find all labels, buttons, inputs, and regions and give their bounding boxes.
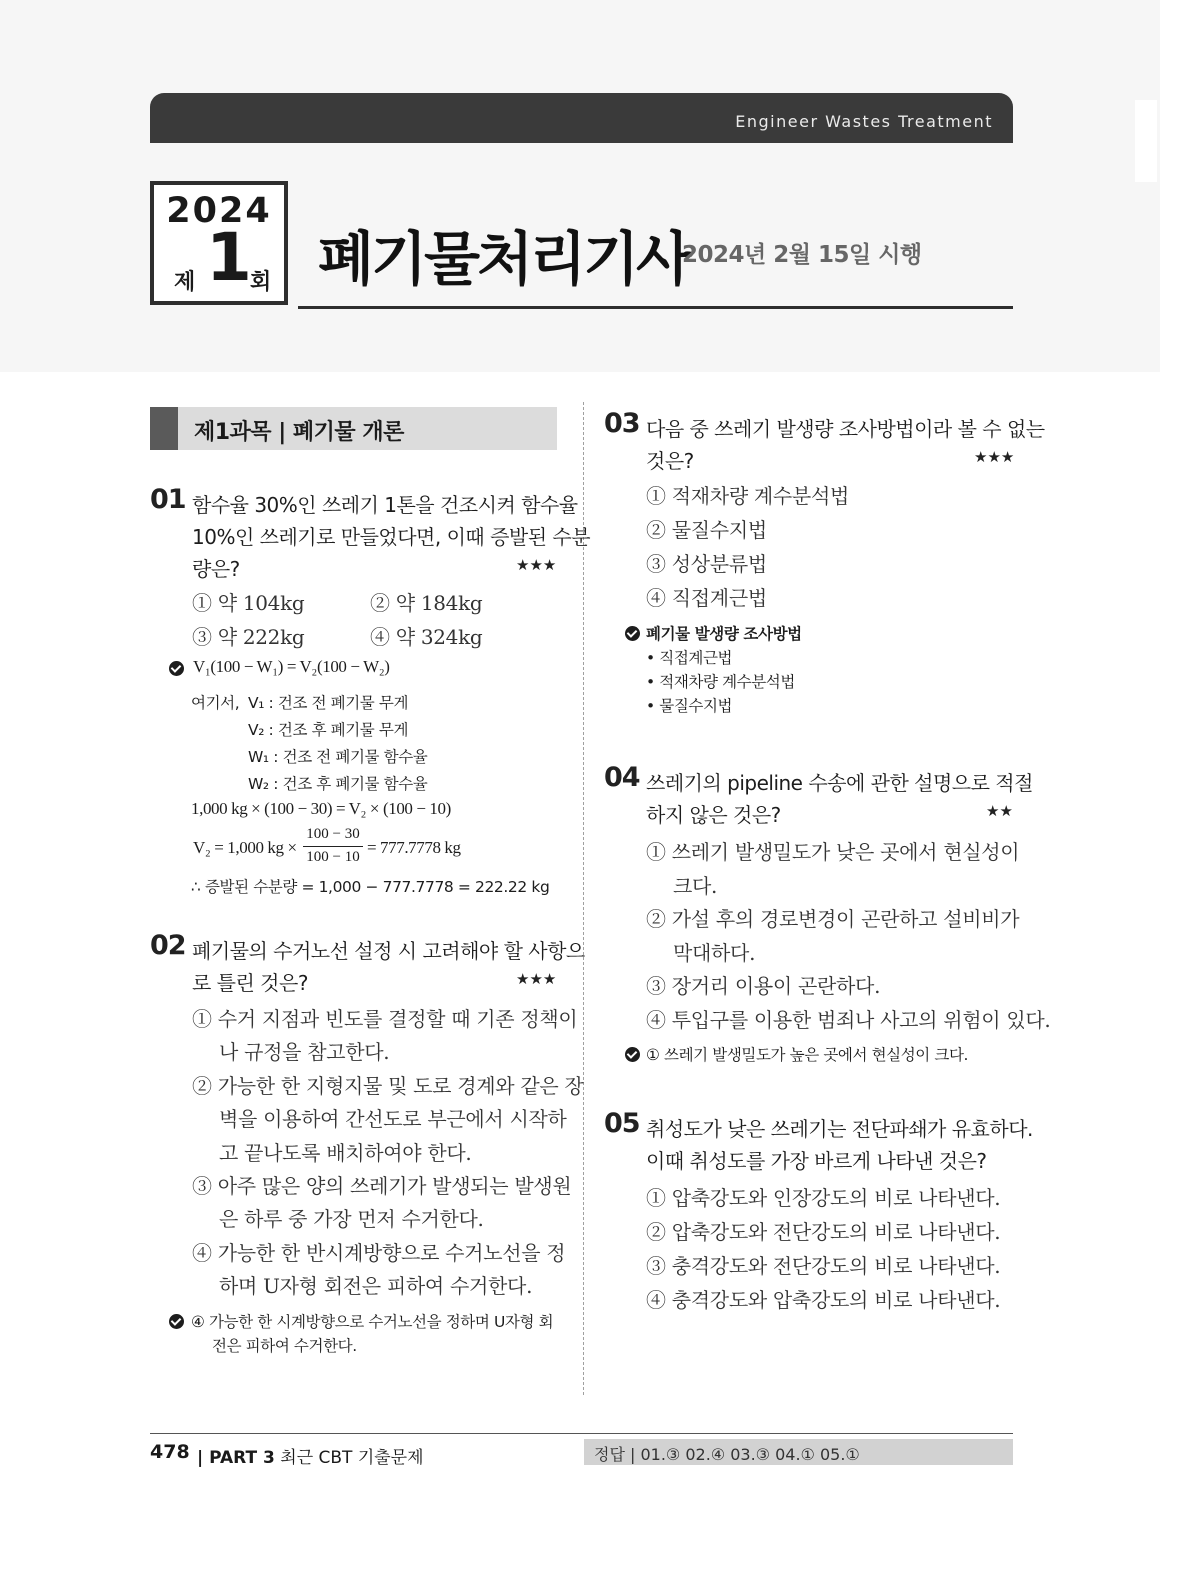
page-number: 478 [150,1441,190,1463]
answer-option[interactable]: ④ 투입구를 이용한 범죄나 사고의 위험이 있다. [646,1008,1051,1032]
section-heading [150,407,557,450]
question-text: 다음 중 쓰레기 발생량 조사방법이라 볼 수 없는 [646,417,1045,441]
solution-calculation: 1,000 kg × (100 − 30) = V₂ × (100 − 10) [191,799,451,818]
footer-rule [150,1433,1013,1434]
question-number: 05 [604,1108,640,1139]
question-text: 이때 취성도를 가장 바르게 나타낸 것은? [646,1149,987,1173]
answer-option[interactable]: ③ 성상분류법 [646,552,767,576]
difficulty-stars: ★★★ [974,448,1015,466]
answer-option-continued: 막대하다. [673,941,756,965]
fraction-bar [303,846,363,847]
answer-option[interactable]: ④ 직접계근법 [646,586,767,610]
exam-round: 1 [206,219,252,296]
check-icon [625,626,640,641]
fraction-denominator: 100 − 10 [306,849,360,865]
answer-option-continued: 크다. [673,874,718,898]
solution-definition: V₁ : 건조 전 폐기물 무게 [248,694,409,712]
exam-title: 폐기물처리기사 [318,225,690,293]
footer-part-title: 최근 CBT 기출문제 [280,1448,424,1468]
question-text: 함수율 30%인 쓰레기 1톤을 건조시켜 함수율 [192,493,578,517]
check-icon [169,1314,184,1329]
answer-option[interactable]: ① 수거 지점과 빈도를 결정할 때 기존 정책이 [192,1007,578,1031]
difficulty-stars: ★★ [986,802,1013,820]
difficulty-stars: ★★★ [516,970,557,988]
answer-option[interactable]: ② 가능한 한 지형지물 및 도로 경계와 같은 장 [192,1074,584,1098]
fraction-numerator: 100 − 30 [306,826,360,842]
answer-key-text: 정답 | 01.③ 02.④ 03.③ 04.① 05.① [594,1445,860,1464]
solution-where: 여기서, [191,694,240,712]
exam-je: 제 [174,270,196,295]
answer-option[interactable]: ③ 약 222kg [192,625,305,649]
answer-option[interactable]: ③ 충격강도와 전단강도의 비로 나타낸다. [646,1254,1001,1278]
title-rule [298,306,1013,309]
solution-definition: W₁ : 건조 전 폐기물 함수율 [248,748,428,766]
solution-result: ∴ 증발된 수분량 = 1,000 − 777.7778 = 222.22 kg [191,878,550,896]
footer-part-label: | PART 3 [197,1448,275,1468]
answer-option[interactable]: ④ 약 324kg [370,625,483,649]
answer-option-continued: 나 규정을 참고한다. [219,1040,390,1064]
edge-tab [1135,100,1157,182]
header-subtitle: Engineer Wastes Treatment [735,112,993,131]
difficulty-stars: ★★★ [516,556,557,574]
answer-key [584,1439,1013,1465]
answer-option[interactable]: ① 적재차량 계수분석법 [646,484,849,508]
answer-option-continued: 은 하루 중 가장 먼저 수거한다. [219,1207,484,1231]
answer-option[interactable]: ② 약 184kg [370,591,483,615]
solution-formula: V₁(100 − W₁) = V₂(100 − W₂) [193,657,390,676]
check-icon [625,1047,640,1062]
question-number: 02 [150,930,186,961]
answer-option[interactable]: ③ 장거리 이용이 곤란하다. [646,974,881,998]
question-number: 03 [604,408,640,439]
solution-definition: V₂ : 건조 후 폐기물 무게 [248,721,409,739]
check-icon [169,661,184,676]
answer-option[interactable]: ① 쓰레기 발생밀도가 낮은 곳에서 현실성이 [646,840,1020,864]
solution-text: 전은 피하여 수거한다. [212,1337,357,1355]
question-text: 취성도가 낮은 쓰레기는 전단파쇄가 유효하다. [646,1117,1033,1141]
answer-option[interactable]: ④ 충격강도와 압축강도의 비로 나타낸다. [646,1288,1001,1312]
answer-option[interactable]: ② 압축강도와 전단강도의 비로 나타낸다. [646,1220,1001,1244]
answer-option[interactable]: ② 가설 후의 경로변경이 곤란하고 설비비가 [646,907,1020,931]
exam-badge [150,181,288,305]
solution-item: • 직접계근법 [646,649,733,667]
question-text: 10%인 쓰레기로 만들었다면, 이때 증발된 수분 [192,525,591,549]
solution-title: 폐기물 발생량 조사방법 [646,625,802,643]
question-text: 것은? [646,449,694,473]
question-text: 폐기물의 수거노선 설정 시 고려해야 할 사항으 [192,939,585,963]
solution-definition: W₂ : 건조 후 폐기물 함수율 [248,775,428,793]
answer-option[interactable]: ① 압축강도와 인장강도의 비로 나타낸다. [646,1186,1001,1210]
question-number: 01 [150,484,186,515]
exam-date: 2024년 2월 15일 시행 [682,242,922,268]
question-text: 량은? [192,557,240,581]
header-bar [150,93,1013,143]
exam-hoe: 회 [250,270,272,295]
footer-part [197,1443,424,1468]
question-text: 쓰레기의 pipeline 수송에 관한 설명으로 적절 [646,771,1033,795]
answer-option[interactable]: ④ 가능한 한 반시계방향으로 수거노선을 정 [192,1241,566,1265]
answer-option-continued: 하며 U자형 회전은 피하여 수거한다. [219,1274,533,1298]
question-number: 04 [604,762,640,793]
solution-text: ④ 가능한 한 시계방향으로 수거노선을 정하며 U자형 회 [191,1313,554,1331]
column-divider [583,402,584,1395]
answer-option[interactable]: ① 약 104kg [192,591,305,615]
answer-option[interactable]: ③ 아주 많은 양의 쓰레기가 발생되는 발생원 [192,1174,572,1198]
answer-option[interactable]: ② 물질수지법 [646,518,767,542]
solution-item: • 적재차량 계수분석법 [646,673,795,691]
solution-calculation: = 777.7778 kg [367,838,461,857]
question-text: 하지 않은 것은? [646,803,781,827]
answer-option-continued: 벽을 이용하여 간선도로 부근에서 시작하 [219,1107,567,1131]
solution-calculation: V₂ = 1,000 kg × [193,838,297,857]
solution-text: ① 쓰레기 발생밀도가 높은 곳에서 현실성이 크다. [646,1046,969,1064]
question-text: 로 틀린 것은? [192,971,308,995]
solution-item: • 물질수지법 [646,697,733,715]
section-title: 제1과목 | 폐기물 개론 [194,420,404,445]
exam-year: 2024 [166,191,272,231]
answer-option-continued: 고 끝나도록 배치하여야 한다. [219,1141,472,1165]
